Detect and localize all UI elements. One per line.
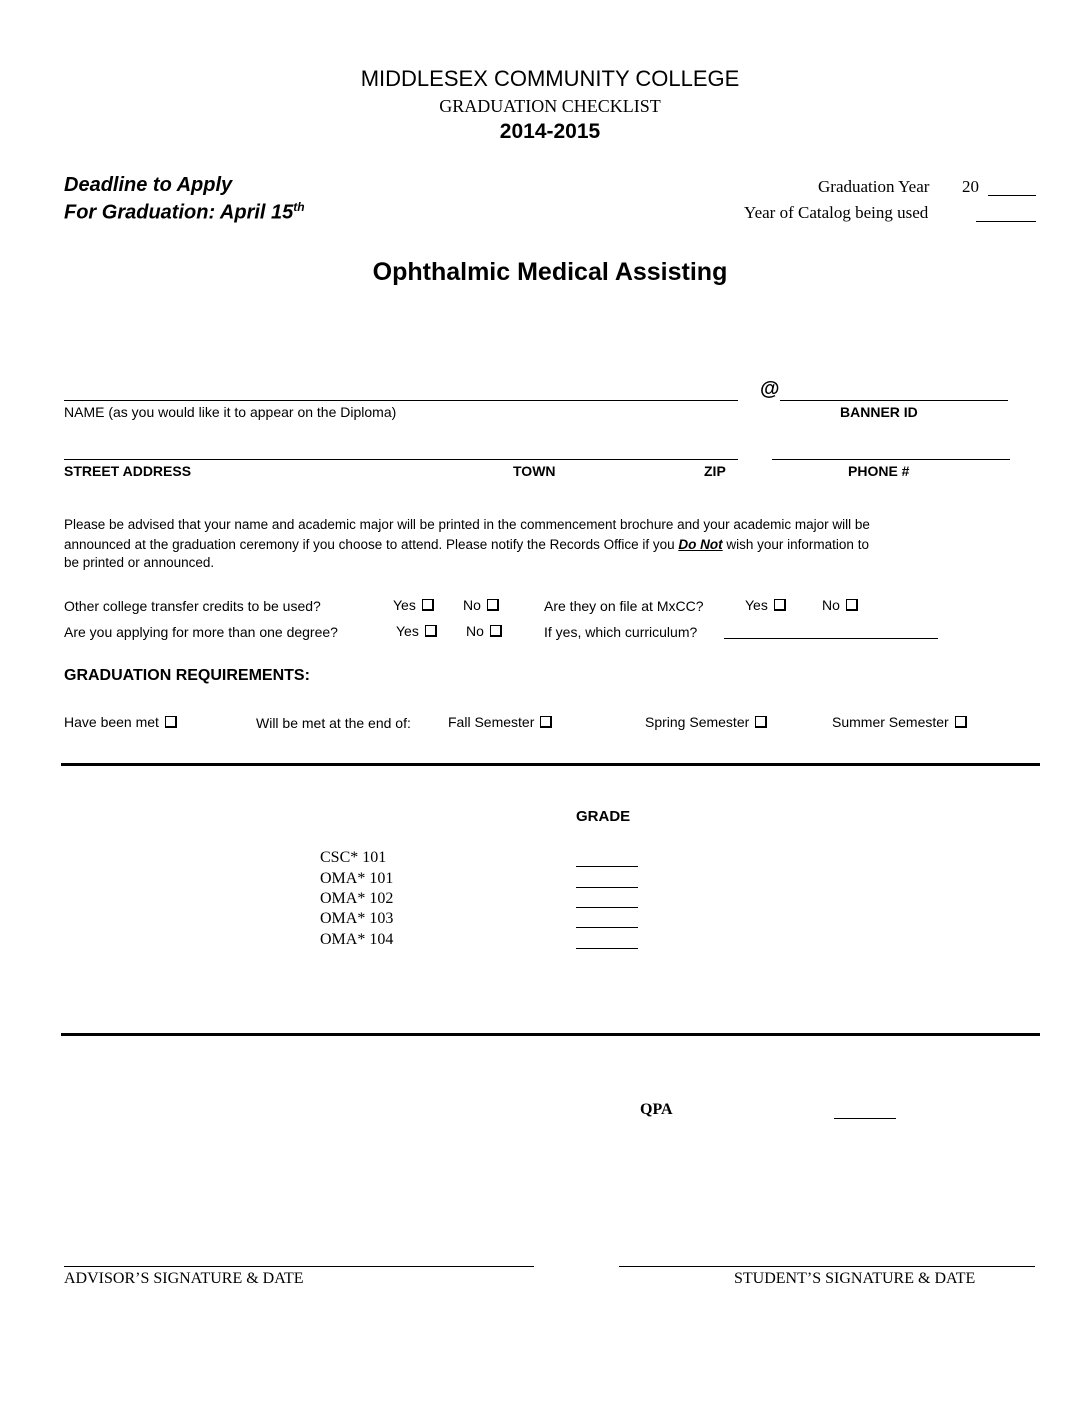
spring-semester-label: Spring Semester [645, 714, 750, 730]
course-code: OMA* 103 [320, 910, 394, 927]
course-code: OMA* 102 [320, 890, 394, 907]
notice-line-2-start: announced at the graduation ceremony if you choose to attend. Please notify the Records Office if you [64, 537, 679, 552]
street-address-label: STREET ADDRESS [64, 463, 192, 479]
course-grade-field[interactable] [576, 948, 638, 949]
on-file-yes-checkbox[interactable] [774, 599, 786, 611]
graduation-year-field[interactable] [988, 195, 1036, 196]
more-degree-no-label: No [466, 623, 484, 639]
course-grade-field[interactable] [576, 866, 638, 867]
have-been-met-checkbox[interactable] [165, 716, 177, 728]
spring-semester-checkbox[interactable] [755, 716, 767, 728]
on-file-no-option [822, 597, 858, 613]
transfer-credits-question: Other college transfer credits to be used? [64, 598, 321, 614]
transfer-yes-checkbox[interactable] [422, 599, 434, 611]
on-file-question: Are they on file at MxCC? [544, 598, 704, 614]
have-been-met-label: Have been met [64, 714, 159, 730]
notice-line-2-end: wish your information to [722, 537, 869, 552]
name-field[interactable] [64, 400, 738, 401]
deadline-text: For Graduation: April 15 [64, 201, 294, 224]
advisor-signature-field[interactable] [64, 1266, 534, 1267]
spring-semester-option [645, 714, 767, 730]
graduation-year-label: Graduation Year [818, 177, 930, 196]
section-divider-top [61, 763, 1040, 766]
course-code: CSC* 101 [320, 849, 387, 866]
deadline-superscript: th [293, 200, 305, 214]
which-curriculum-question: If yes, which curriculum? [544, 624, 698, 640]
advisor-signature-label: ADVISOR’S SIGNATURE & DATE [64, 1270, 304, 1287]
fall-semester-checkbox[interactable] [540, 716, 552, 728]
qpa-field[interactable] [834, 1118, 896, 1119]
will-be-met-label: Will be met at the end of: [256, 715, 411, 731]
requirements-heading: GRADUATION REQUIREMENTS: [64, 667, 310, 684]
have-been-met-option [64, 714, 177, 730]
town-label: TOWN [513, 463, 556, 479]
address-field[interactable] [64, 459, 738, 460]
notice-line-2 [64, 537, 869, 552]
course-code: OMA* 104 [320, 931, 394, 948]
banner-id-label: BANNER ID [840, 404, 918, 420]
student-signature-label: STUDENT’S SIGNATURE & DATE [734, 1270, 976, 1287]
more-degree-yes-option [396, 623, 437, 639]
notice-line-3: be printed or announced. [64, 555, 215, 570]
section-divider-bottom [61, 1033, 1040, 1036]
course-code: OMA* 101 [320, 870, 394, 887]
academic-year: 2014-2015 [499, 120, 601, 143]
banner-id-field[interactable] [780, 400, 1008, 401]
course-grade-field[interactable] [576, 907, 638, 908]
name-label: NAME (as you would like it to appear on the Diploma) [64, 404, 397, 420]
on-file-no-checkbox[interactable] [846, 599, 858, 611]
deadline-line-1: Deadline to Apply [64, 174, 233, 196]
on-file-no-label: No [822, 597, 840, 613]
at-sign: @ [760, 378, 780, 400]
notice-line-1: Please be advised that your name and academic major will be printed in the commencement brochure and your academic major will be [64, 517, 870, 532]
more-degree-yes-label: Yes [396, 623, 419, 639]
phone-field[interactable] [772, 459, 1010, 460]
on-file-yes-option [745, 597, 786, 613]
transfer-no-checkbox[interactable] [487, 599, 499, 611]
course-grade-field[interactable] [576, 927, 638, 928]
transfer-no-label: No [463, 597, 481, 613]
phone-label: PHONE # [848, 463, 910, 479]
catalog-year-label: Year of Catalog being used [744, 203, 929, 222]
form-title: GRADUATION CHECKLIST [439, 96, 661, 116]
transfer-yes-label: Yes [393, 597, 416, 613]
summer-semester-option [832, 714, 967, 730]
college-name: MIDDLESEX COMMUNITY COLLEGE [360, 66, 740, 91]
fall-semester-option [448, 714, 552, 730]
transfer-yes-option [393, 597, 434, 613]
which-curriculum-field[interactable] [724, 638, 938, 639]
notice-do-not: Do Not [678, 537, 723, 552]
graduation-year-prefix: 20 [962, 177, 979, 196]
transfer-no-option [463, 597, 499, 613]
zip-label: ZIP [704, 463, 726, 479]
on-file-yes-label: Yes [745, 597, 768, 613]
program-title: Ophthalmic Medical Assisting [372, 258, 728, 286]
summer-semester-label: Summer Semester [832, 714, 949, 730]
deadline-line-2 [64, 200, 305, 225]
student-signature-field[interactable] [619, 1266, 1035, 1267]
more-degree-no-option [466, 623, 502, 639]
summer-semester-checkbox[interactable] [955, 716, 967, 728]
course-grade-field[interactable] [576, 887, 638, 888]
fall-semester-label: Fall Semester [448, 714, 535, 730]
more-degree-question: Are you applying for more than one degree? [64, 624, 338, 640]
grade-header: GRADE [576, 808, 631, 825]
more-degree-no-checkbox[interactable] [490, 625, 502, 637]
catalog-year-field[interactable] [976, 221, 1036, 222]
more-degree-yes-checkbox[interactable] [425, 625, 437, 637]
qpa-label: QPA [640, 1101, 673, 1118]
